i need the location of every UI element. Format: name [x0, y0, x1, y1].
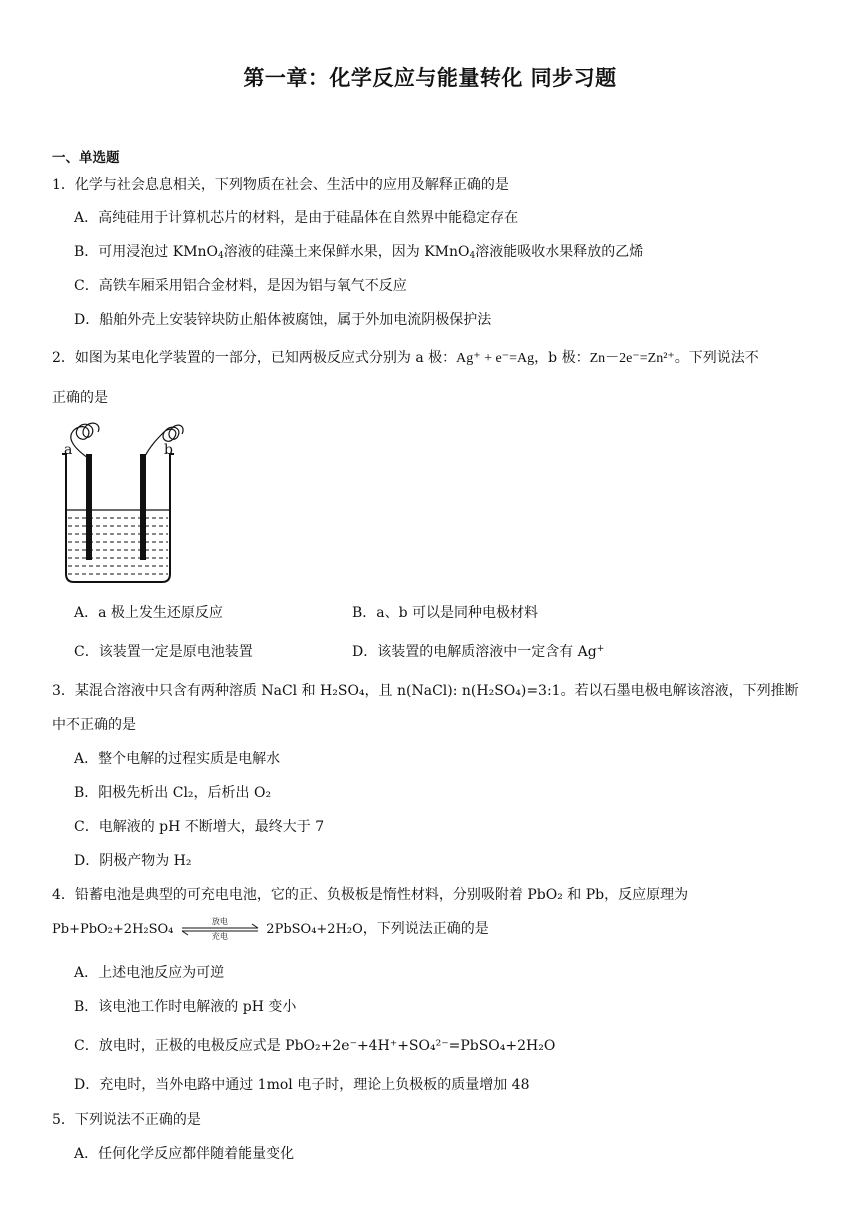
question-2-stem-continued: 正确的是	[52, 390, 108, 406]
q3-option-a: A．整个电解的过程实质是电解水	[74, 751, 281, 767]
electrode-label-b: b	[164, 442, 173, 458]
question-4-stem: 4．铅蓄电池是典型的可充电电池，它的正、负极板是惰性材料，分别吸附着 PbO₂ 和 Pb，反应原理为	[52, 887, 689, 903]
question-3-stem: 3．某混合溶液中只含有两种溶质 NaCl 和 H₂SO₄，且 n(NaCl): n(H₂SO₄)=3:1。若以石墨电极电解该溶液，下列推断	[52, 683, 799, 699]
q2-option-d: D．该装置的电解质溶液中一定含有 Ag+	[352, 644, 605, 660]
electrochemical-cell-diagram	[52, 418, 192, 588]
q3-option-d: D．阴极产物为 H₂	[74, 853, 192, 869]
question-5-stem: 5．下列说法不正确的是	[52, 1112, 201, 1128]
q4-option-b: B．该电池工作时电解液的 pH 变小	[74, 999, 297, 1015]
q1-option-c: C．高铁车厢采用铝合金材料，是因为铝与氧气不反应	[74, 278, 407, 294]
question-2-stem: 2．如图为某电化学装置的一部分，已知两极反应式分别为 a 极：Ag⁺ + e⁻=Ag，b 极：Zn－2e⁻=Zn²⁺。下列说法不	[52, 350, 759, 366]
electrode-label-a: a	[64, 442, 73, 458]
q2-option-c: C．该装置一定是原电池装置	[74, 644, 253, 660]
q2-option-a: A．a 极上发生还原反应	[74, 605, 223, 621]
q4-option-a: A．上述电池反应为可逆	[74, 965, 225, 981]
q1-option-b: B．可用浸泡过 KMnO$_4$溶液的硅藻土来保鲜水果，因为 KMnO$_4$溶液能吸收水果释放的乙烯	[74, 244, 644, 261]
q1-option-a: A．高纯硅用于计算机芯片的材料，是由于硅晶体在自然界中能稳定存在	[74, 210, 519, 226]
question-3-stem-continued: 中不正确的是	[52, 717, 136, 733]
q1-option-d: D．船舶外壳上安装锌块防止船体被腐蚀，属于外加电流阴极保护法	[74, 312, 492, 328]
q4-option-d: D．充电时，当外电路中通过 1mol 电子时，理论上负极板的质量增加 48	[74, 1077, 530, 1093]
question-1-stem: 1．化学与社会息息相关，下列物质在社会、生活中的应用及解释正确的是	[52, 177, 509, 193]
page-title: 第一章：化学反应与能量转化 同步习题	[243, 65, 617, 90]
q4-option-c: C．放电时，正极的电极反应式是 PbO₂+2e⁻+4H⁺+SO₄²⁻=PbSO₄+2H₂O	[74, 1038, 556, 1054]
q5-option-a: A．任何化学反应都伴随着能量变化	[74, 1146, 295, 1162]
reversible-arrow: 放电 充电	[180, 918, 260, 940]
section-heading: 一、单选题	[52, 150, 120, 166]
q2-option-b: B．a、b 可以是同种电极材料	[352, 605, 539, 621]
q3-option-c: C．电解液的 pH 不断增大，最终大于 7	[74, 819, 325, 835]
q3-option-b: B．阳极先析出 Cl₂，后析出 O₂	[74, 785, 272, 801]
question-4-equation-line: Pb+PbO₂+2H₂SO₄ 放电 充电 2PbSO₄+2H₂O，下列说法正确的是	[52, 917, 489, 941]
